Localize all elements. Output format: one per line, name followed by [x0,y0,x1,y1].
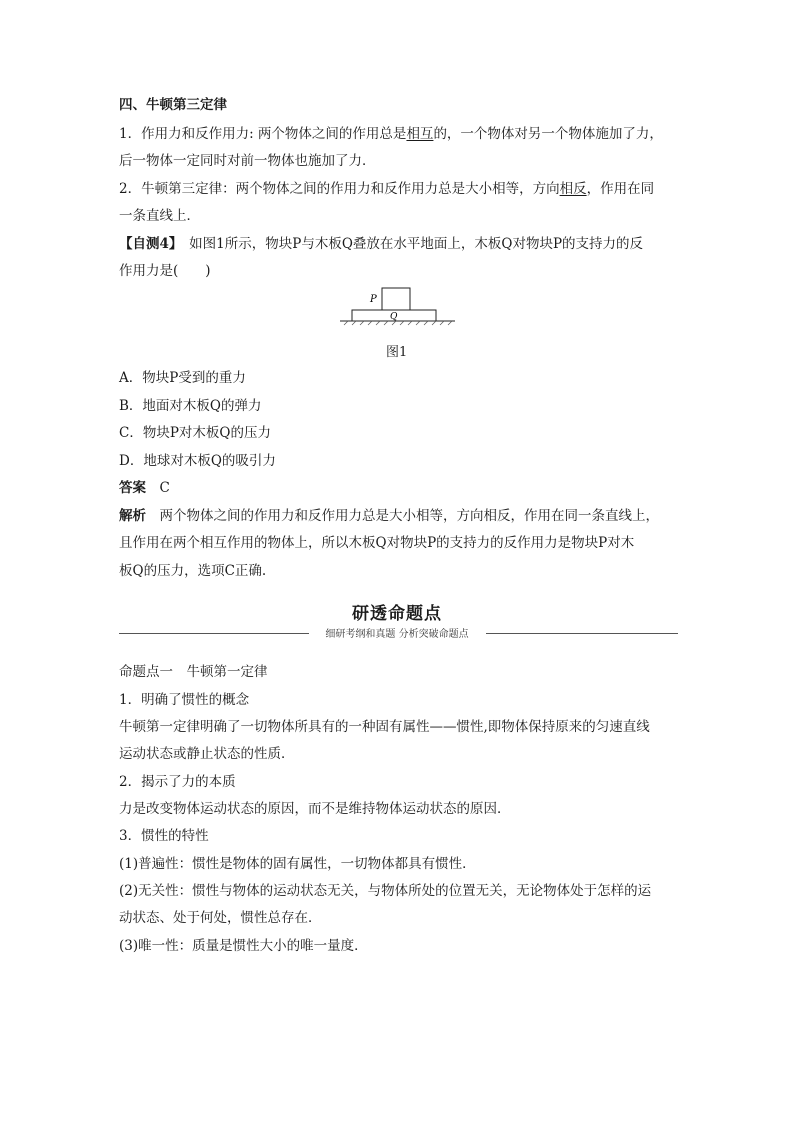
text: 2．牛顿第三定律：两个物体之间的作用力和反作用力总是大小相等，方向 [119,181,560,197]
section4-heading: 四、牛顿第三定律 [119,97,227,113]
text: 如图1所示，物块P与木板Q叠放在水平地面上，木板Q对物块P的支持力的反 [189,236,644,252]
topic1-s1-line2: 运动状态或静止状态的性质． [119,746,295,762]
section-subtitle: 细研考纲和真题 分析突破命题点 [325,629,469,640]
underlined-term: 相互 [406,126,434,142]
option-d: D．地球对木板Q的吸引力 [119,453,276,469]
figure-caption: 图1 [386,345,408,360]
topic1-s2-title: 2．揭示了力的本质 [119,774,236,790]
section4-p2-line2: 一条直线上． [119,208,200,224]
topic1-s1-title: 1．明确了惯性的概念 [119,692,250,708]
option-c: C．物块P对木板Q的压力 [119,425,271,441]
underlined-term: 相反 [559,181,587,197]
text: 两个物体之间的作用力和反作用力总是大小相等，方向相反，作用在同一条直线上， [159,508,659,524]
topic1-s3-item1: (1)普遍性：惯性是物体的固有属性，一切物体都具有惯性． [119,856,476,872]
block-p [382,288,410,310]
section4-p2-line1 [119,179,654,199]
analysis-label: 解析 [119,508,146,524]
topic1-heading: 命题点一 牛顿第一定律 [119,664,268,680]
analysis-line1 [119,506,659,526]
text: 的，一个物体对另一个物体施加了力， [433,126,663,142]
analysis-line3: 板Q的压力，选项C正确. [119,563,267,579]
exercise-question-line1 [119,234,643,254]
option-a: A．物块P受到的重力 [119,370,246,386]
topic1-s2-line1: 力是改变物体运动状态的原因，而不是维持物体运动状态的原因． [119,801,511,817]
text: ，作用在同 [586,181,655,197]
ground-hatching [344,321,452,325]
section4-p1-line2: 后一物体一定同时对前一物体也施加了力． [119,153,376,169]
answer-line [119,478,170,498]
topic1-s1-line1: 牛顿第一定律明确了一切物体所具有的一种固有属性——惯性,即物体保持原来的匀速直线 [119,719,650,735]
label-p: P [370,294,377,305]
answer-label: 答案 [119,480,146,496]
label-q: Q [390,312,398,322]
section-title: 研透命题点 [352,604,442,624]
text: 1．作用力和反作用力: 两个物体之间的作用总是 [119,126,407,142]
exercise-question-line2: 作用力是( ) [119,263,211,279]
topic1-s3-item2-line2: 动状态、处于何处，惯性总存在． [119,910,322,926]
figure-block-board [340,280,460,332]
topic1-s3-title: 3．惯性的特性 [119,828,209,844]
topic1-s3-item2-line1: (2)无关性：惯性与物体的运动状态无关，与物体所处的位置无关，无论物体处于怎样的运 [119,883,652,899]
answer-value: C [159,480,170,496]
option-b: B．地面对木板Q的弹力 [119,398,262,414]
analysis-line2: 且作用在两个相互作用的物体上，所以木板Q对物块P的支持力的反作用力是物块P对木 [119,535,635,551]
section4-p1-line1 [119,124,663,144]
topic1-s3-item3: (3)唯一性：质量是惯性大小的唯一量度． [119,938,368,954]
exercise-tag: 【自测4】 [119,236,176,252]
